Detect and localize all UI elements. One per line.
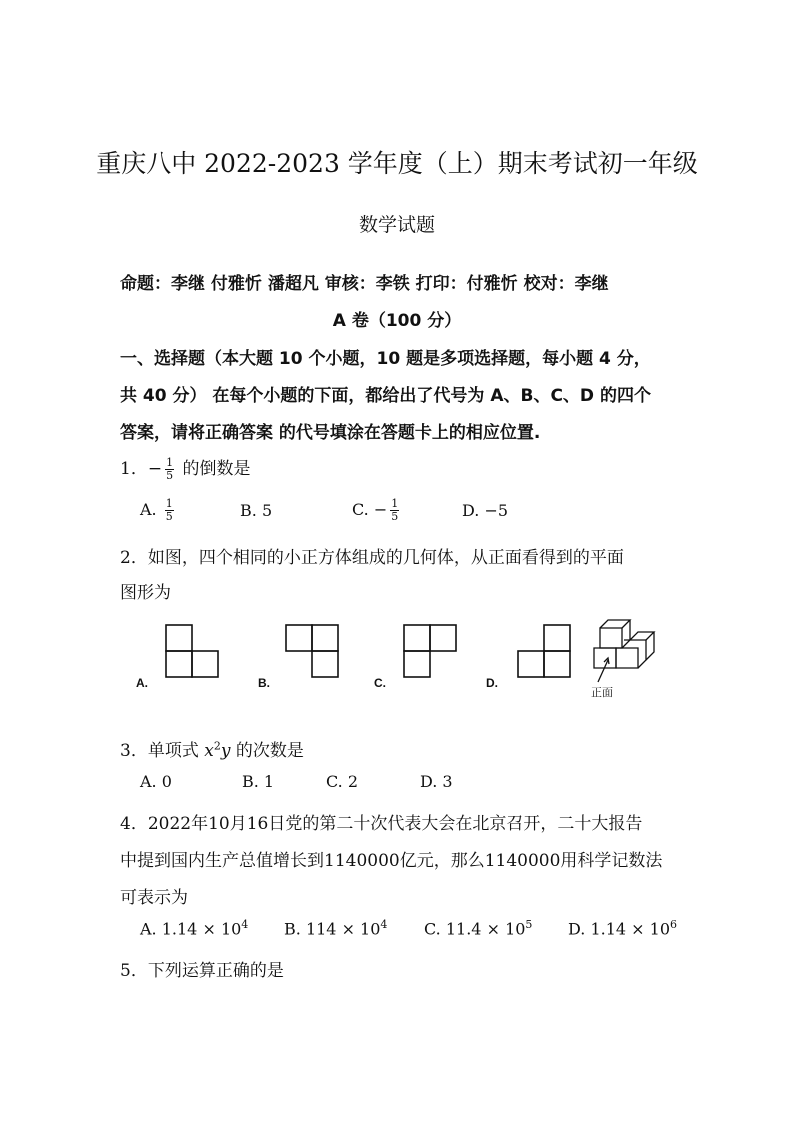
q1-c-den: 5 bbox=[391, 510, 399, 523]
q1-b-value: 5 bbox=[261, 501, 273, 520]
q4-c-coef: 11.4 × 10 bbox=[445, 919, 526, 939]
q3-option-d: D. 3 bbox=[420, 772, 453, 791]
question-2-line1: 2．如图，四个相同的小正方体组成的几何体，从正面看得到的平面 bbox=[120, 548, 624, 568]
q3-option-c: C. 2 bbox=[326, 772, 359, 791]
q1-suffix: 的倒数是 bbox=[182, 459, 251, 479]
q1-b-label: B. bbox=[240, 501, 257, 520]
q4-option-d bbox=[568, 918, 677, 938]
q1-c-label: C. bbox=[352, 500, 369, 519]
solid-figure bbox=[594, 620, 654, 682]
q4-option-b bbox=[284, 918, 387, 938]
q3-exponent: 2 bbox=[213, 739, 221, 753]
q1-c-num: 1 bbox=[391, 497, 399, 510]
question-2-line2: 图形为 bbox=[120, 583, 171, 603]
q4-option-a bbox=[140, 918, 248, 938]
front-view-label: 正面 bbox=[591, 686, 613, 699]
question-4-line2: 中提到国内生产总值增长到1140000亿元，那么1140000用科学记数法 bbox=[120, 851, 663, 871]
q1-prefix: 1． bbox=[120, 459, 148, 479]
q1-a-label: A. bbox=[140, 500, 157, 519]
q1-minus: − bbox=[147, 459, 163, 479]
q1-frac-num: 1 bbox=[166, 456, 174, 469]
q4-option-c bbox=[424, 918, 532, 938]
question-3 bbox=[120, 736, 304, 761]
question-4-line3: 可表示为 bbox=[120, 888, 188, 908]
q1-d-label: D. bbox=[462, 501, 480, 520]
q4-a-label: A. bbox=[140, 919, 157, 939]
q3-base: x bbox=[204, 741, 214, 761]
figure-a-squares bbox=[166, 625, 218, 677]
figure-b-squares bbox=[286, 625, 338, 677]
q4-d-label: D. bbox=[568, 919, 586, 939]
figure-b-label: B. bbox=[258, 676, 270, 690]
figure-c-label: C. bbox=[374, 676, 386, 690]
figure-d-squares bbox=[518, 625, 570, 677]
q4-a-exp: 4 bbox=[241, 918, 249, 931]
q4-b-coef: 114 × 10 bbox=[305, 919, 381, 939]
q4-d-coef: 1.14 × 10 bbox=[590, 919, 670, 939]
question-5: 5．下列运算正确的是 bbox=[120, 961, 284, 981]
paper-label: A 卷（100 分） bbox=[332, 311, 462, 331]
q3-option-b: B. 1 bbox=[242, 772, 275, 791]
figure-d-label: D. bbox=[486, 676, 498, 690]
q4-a-coef: 1.14 × 10 bbox=[161, 919, 242, 939]
q1-frac-den: 5 bbox=[166, 469, 174, 482]
section1-line3: 答案，请将正确答案 的代号填涂在答题卡上的相应位置. bbox=[120, 423, 541, 443]
q3-var: y bbox=[220, 741, 231, 761]
section1-line1: 一、选择题（本大题 10 个小题，10 题是多项选择题，每小题 4 分， bbox=[120, 349, 651, 369]
section1-line2: 共 40 分） 在每个小题的下面，都给出了代号为 A、B、C、D 的四个 bbox=[120, 386, 651, 406]
q4-b-exp: 4 bbox=[380, 918, 388, 931]
q3-suffix: 的次数是 bbox=[235, 741, 304, 761]
exam-title: 重庆八中 2022-2023 学年度（上）期末考试初一年级 bbox=[96, 149, 698, 178]
q4-b-label: B. bbox=[284, 919, 301, 939]
q1-c-minus: − bbox=[373, 500, 388, 519]
figure-c-squares bbox=[404, 625, 456, 677]
q4-c-label: C. bbox=[424, 919, 441, 939]
question-4-line1: 4．2022年10月16日党的第二十次代表大会在北京召开，二十大报告 bbox=[120, 814, 643, 834]
q1-a-num: 1 bbox=[165, 497, 173, 510]
q3-option-a: A. 0 bbox=[140, 772, 172, 791]
q4-d-exp: 6 bbox=[670, 918, 677, 931]
figure-a-label: A. bbox=[136, 676, 148, 690]
q4-c-exp: 5 bbox=[525, 918, 533, 931]
q1-a-den: 5 bbox=[165, 510, 173, 523]
staff-line: 命题：李继 付雅忻 潘超凡 审核：李铁 打印：付雅忻 校对：李继 bbox=[120, 274, 609, 294]
q1-d-value: −5 bbox=[484, 501, 509, 520]
q3-prefix: 3．单项式 bbox=[120, 741, 199, 761]
exam-subtitle: 数学试题 bbox=[358, 214, 435, 236]
